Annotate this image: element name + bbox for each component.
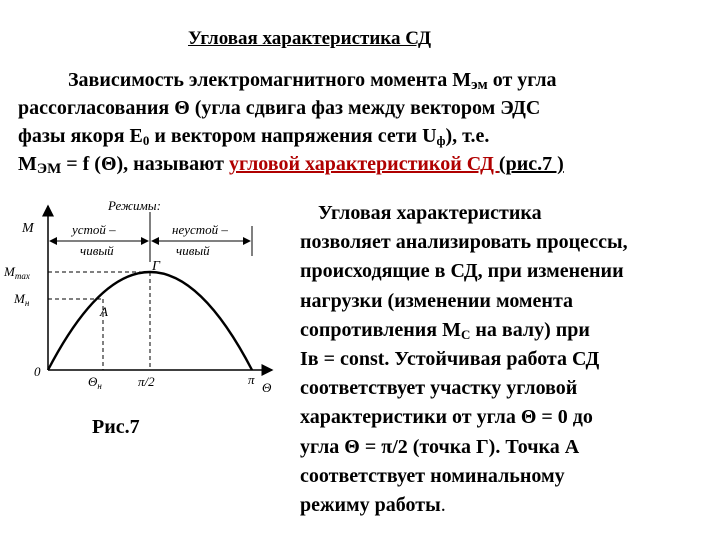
stable-label-1: устой – [72, 222, 116, 237]
pi-label: π [248, 372, 255, 387]
x-axis-label: Θ [262, 380, 272, 395]
intro-sub: эм [471, 77, 488, 93]
right-line: нагрузки (изменении момента [300, 289, 574, 312]
right-line [300, 491, 710, 520]
right-line [300, 316, 710, 345]
intro-text: Зависимость электромагнитного момента М [68, 69, 472, 91]
figure-reference: (рис.7 ) [498, 153, 564, 175]
right-paragraph [300, 199, 710, 520]
right-line: соответствует участку угловой [300, 377, 578, 400]
point-a-label: A [100, 304, 108, 319]
slide-title: Угловая характеристика СД [188, 28, 432, 49]
right-line: Iв = const. Устойчивая работа СД [300, 348, 600, 371]
m-max-label: $M_{max}$ [4, 264, 30, 281]
intro-text: ), т.е. [445, 125, 490, 147]
m-n-label: $M_н$ [14, 291, 30, 308]
half-pi-label: π/2 [138, 374, 155, 389]
right-line: соответствует номинальному [300, 464, 565, 487]
intro-text: М [18, 153, 37, 175]
right-line: происходящие в СД, при изменении [300, 260, 624, 283]
origin-label: 0 [34, 364, 41, 379]
intro-text: от угла [487, 69, 557, 91]
right-line: характеристики от угла Θ = 0 до [300, 406, 593, 429]
theta-n-label: $\Theta_н$ [88, 374, 102, 391]
figure-caption: Рис.7 [92, 416, 140, 438]
right-text: режиму работы [300, 494, 441, 517]
intro-text: и вектором напряжения сети U [149, 125, 437, 147]
angle-characteristic-link[interactable]: угловой характеристикой СД [229, 153, 499, 175]
intro-sub: ф [436, 133, 446, 148]
unstable-label-1: неустой – [172, 222, 228, 237]
right-line: позволяет анализировать процессы, [300, 231, 628, 254]
right-text: сопротивления М [300, 318, 461, 341]
intro-paragraph [18, 66, 708, 178]
angle-characteristic-figure [0, 196, 280, 411]
right-line: угла Θ = π/2 (точка Г). Точка А [300, 435, 580, 458]
right-sub: С [461, 326, 471, 342]
y-axis-label: M [22, 221, 34, 236]
right-text: на валу) при [470, 318, 590, 341]
intro-text: фазы якоря Е [18, 125, 143, 147]
right-line: Угловая характеристика [318, 202, 542, 224]
stable-label-2: чивый [80, 243, 114, 258]
right-text: . [440, 494, 446, 517]
angle-characteristic-graph [0, 196, 280, 406]
point-g-label: Г [152, 259, 160, 274]
intro-sub: ЭМ [36, 161, 62, 177]
intro-line-1 [18, 66, 708, 94]
intro-line-3 [18, 122, 708, 150]
unstable-label-2: чивый [176, 243, 210, 258]
modes-label: Режимы: [108, 198, 161, 213]
intro-text: = f (Θ), называют [61, 153, 229, 175]
intro-line-4 [18, 150, 708, 178]
intro-sub: 0 [142, 133, 150, 148]
intro-line-2: рассогласования Θ (угла сдвига фаз между вектором ЭДС [18, 97, 541, 119]
